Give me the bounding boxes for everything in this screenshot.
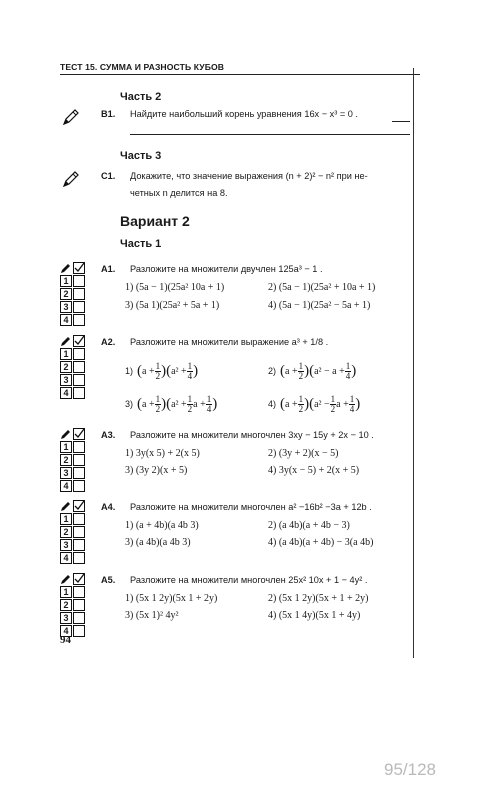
answer-checkbox[interactable] — [73, 612, 85, 624]
answer-boxes-a2 — [60, 335, 96, 400]
box-label: 3 — [60, 467, 72, 479]
page-number: 94 — [60, 634, 71, 646]
variant-part1-title: Часть 1 — [120, 238, 162, 250]
box-label: 4 — [60, 314, 72, 326]
box-label: 2 — [60, 288, 72, 300]
a4-answer-2: 2) (a 4b)(a + 4b − 3) — [268, 520, 350, 531]
a3-number: A3. — [101, 430, 116, 440]
a4-answer-3: 3) (a 4b)(a 4b 3) — [125, 537, 191, 548]
a3-text: Разложите на множители многочлен 3xy − 15y + 2x − 10 . — [130, 430, 374, 440]
pencil-check-icon — [60, 500, 86, 513]
a5-number: A5. — [101, 575, 116, 585]
pencil-icon — [60, 106, 82, 128]
box-label: 3 — [60, 539, 72, 551]
a5-answer-3: 3) (5x 1)² 4y² — [125, 610, 179, 621]
answer-checkbox[interactable] — [73, 314, 85, 326]
answer-checkbox[interactable] — [73, 526, 85, 538]
a2-number: A2. — [101, 337, 116, 347]
a2-answer-1: 1) (a + $\frac{1}{2}$ )(a² + $\frac{1}{4}$ ) — [125, 361, 199, 381]
a4-answer-1: 1) (a + 4b)(a 4b 3) — [125, 520, 199, 531]
answer-checkbox[interactable] — [73, 513, 85, 525]
a4-number: A4. — [101, 502, 116, 512]
answer-checkbox[interactable] — [73, 467, 85, 479]
answer-checkbox[interactable] — [73, 288, 85, 300]
variant-title: Вариант 2 — [120, 213, 190, 229]
a1-number: A1. — [101, 264, 116, 274]
a1-answer-2: 2) (5a − 1)(25a² + 10a + 1) — [268, 282, 376, 293]
answer-checkbox[interactable] — [73, 374, 85, 386]
pencil-check-icon — [60, 428, 86, 441]
a1-answer-1: 1) (5a − 1)(25a² 10a + 1) — [125, 282, 225, 293]
pencil-icon — [60, 168, 82, 190]
answer-checkbox[interactable] — [73, 480, 85, 492]
answer-checkbox[interactable] — [73, 599, 85, 611]
answer-checkbox[interactable] — [73, 348, 85, 360]
box-label: 4 — [60, 625, 72, 637]
answer-checkbox[interactable] — [73, 539, 85, 551]
answer-checkbox[interactable] — [73, 361, 85, 373]
pencil-check-icon — [60, 262, 86, 275]
a5-answer-2: 2) (5x 1 2y)(5x + 1 + 2y) — [268, 593, 369, 604]
b1-text: Найдите наибольший корень уравнения 16x − x³ = 0 . — [130, 109, 358, 119]
box-label: 3 — [60, 301, 72, 313]
a3-answer-2: 2) (3y + 2)(x − 5) — [268, 448, 339, 459]
a5-text: Разложите на множители многочлен 25x² 10x + 1 − 4y² . — [130, 575, 368, 585]
answer-boxes-a5 — [60, 573, 96, 638]
box-label: 1 — [60, 513, 72, 525]
answer-checkbox[interactable] — [73, 301, 85, 313]
box-label: 2 — [60, 361, 72, 373]
answer-checkbox[interactable] — [73, 454, 85, 466]
answer-boxes-a4 — [60, 500, 96, 565]
box-label: 2 — [60, 599, 72, 611]
box-label: 2 — [60, 454, 72, 466]
a5-answer-4: 4) (5x 1 4y)(5x 1 + 4y) — [268, 610, 361, 621]
a1-answer-4: 4) (5a − 1)(25a² − 5a + 1) — [268, 300, 371, 311]
answer-boxes-a1 — [60, 262, 96, 327]
box-label: 3 — [60, 374, 72, 386]
a4-text: Разложите на множители многочлен a² −16b² −3a + 12b . — [130, 502, 372, 512]
c1-line1: Докажите, что значение выражения (n + 2)² − n² при не- — [130, 171, 368, 181]
a1-text: Разложите на множители двучлен 125a³ − 1 . — [130, 264, 323, 274]
box-label: 1 — [60, 275, 72, 287]
answer-checkbox[interactable] — [73, 275, 85, 287]
pencil-check-icon — [60, 335, 86, 348]
box-label: 3 — [60, 612, 72, 624]
b1-answer-line — [392, 121, 410, 122]
a1-answer-3: 3) (5a 1)(25a² + 5a + 1) — [125, 300, 220, 311]
c1-number: C1. — [101, 171, 116, 181]
c1-line2: четных n делится на 8. — [130, 188, 228, 198]
a3-answer-4: 4) 3y(x − 5) + 2(x + 5) — [268, 465, 360, 476]
a4-answer-4: 4) (a 4b)(a + 4b) − 3(a 4b) — [268, 537, 374, 548]
box-label: 2 — [60, 526, 72, 538]
answer-checkbox[interactable] — [73, 441, 85, 453]
part2-title: Часть 2 — [120, 91, 162, 103]
box-label: 4 — [60, 552, 72, 564]
margin-rule — [413, 68, 414, 658]
a2-answer-3: 3) (a + $\frac{1}{2}$ )(a² + $\frac{1}{2}$ a + $\frac{1}{4}$ ) — [125, 394, 218, 414]
answer-checkbox[interactable] — [73, 387, 85, 399]
b1-answer-line-2 — [130, 134, 410, 135]
box-label: 1 — [60, 586, 72, 598]
reader-page-counter: 95/128 — [384, 760, 436, 779]
answer-checkbox[interactable] — [73, 552, 85, 564]
a2-text: Разложите на множители выражение a³ + 1/8 . — [130, 337, 329, 347]
box-label: 1 — [60, 441, 72, 453]
pencil-check-icon — [60, 573, 86, 586]
answer-checkbox[interactable] — [73, 625, 85, 637]
box-label: 4 — [60, 480, 72, 492]
answer-checkbox[interactable] — [73, 586, 85, 598]
answer-boxes-a3 — [60, 428, 96, 493]
a3-answer-3: 3) (3y 2)(x + 5) — [125, 465, 188, 476]
box-label: 1 — [60, 348, 72, 360]
header-rule — [60, 74, 420, 75]
part3-title: Часть 3 — [120, 150, 162, 162]
a5-answer-1: 1) (5x 1 2y)(5x 1 + 2y) — [125, 593, 218, 604]
page-header: ТЕСТ 15. СУММА И РАЗНОСТЬ КУБОВ — [60, 62, 225, 72]
b1-number: B1. — [101, 109, 116, 119]
a2-answer-2: 2) (a + $\frac{1}{2}$ )(a² − a + $\frac{1}{4}$ ) — [268, 361, 357, 381]
a3-answer-1: 1) 3y(x 5) + 2(x 5) — [125, 448, 200, 459]
a2-answer-4: 4) (a + $\frac{1}{2}$ )(a² − $\frac{1}{2}$ a + $\frac{1}{4}$ ) — [268, 394, 361, 414]
box-label: 4 — [60, 387, 72, 399]
